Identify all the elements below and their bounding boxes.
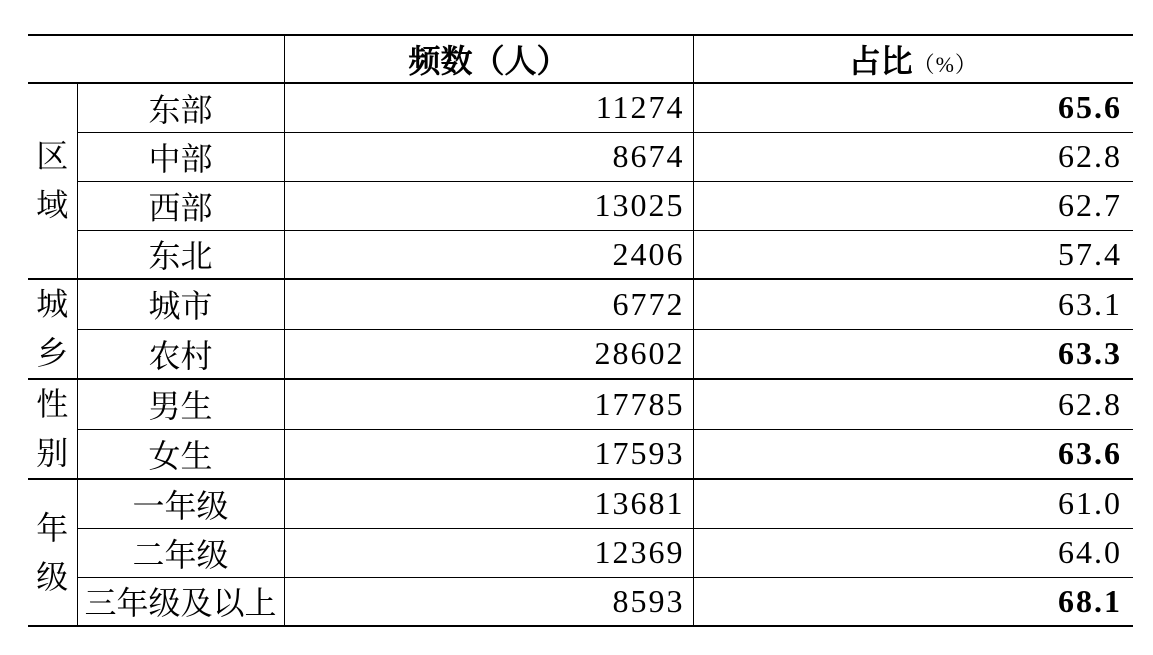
group-label-region xyxy=(28,83,77,279)
freq-cell: 2406 xyxy=(284,230,693,279)
category-cell: 中部 xyxy=(77,132,284,181)
freq-cell: 8674 xyxy=(284,132,693,181)
pct-cell: 61.0 xyxy=(693,479,1133,528)
category-cell: 东部 xyxy=(77,83,284,132)
category-cell: 东北 xyxy=(77,230,284,279)
group-label-gender xyxy=(28,379,77,479)
category-cell: 三年级及以上 xyxy=(77,577,284,626)
table-row xyxy=(28,132,1133,181)
group-char: 域 xyxy=(36,187,69,223)
pct-cell: 57.4 xyxy=(693,230,1133,279)
table-row xyxy=(28,379,1133,429)
category-cell: 男生 xyxy=(77,379,284,429)
freq-cell: 8593 xyxy=(284,577,693,626)
group-char: 城 xyxy=(36,286,69,322)
freq-cell: 17593 xyxy=(284,429,693,479)
table-row xyxy=(28,429,1133,479)
group-label-urban-rural xyxy=(28,279,77,379)
category-cell: 西部 xyxy=(77,181,284,230)
table-row xyxy=(28,279,1133,329)
pct-cell: 63.6 xyxy=(693,429,1133,479)
group-char: 别 xyxy=(36,435,69,471)
freq-cell: 28602 xyxy=(284,329,693,379)
pct-column-header xyxy=(693,35,1133,83)
freq-cell: 13681 xyxy=(284,479,693,528)
category-cell: 农村 xyxy=(77,329,284,379)
freq-cell: 17785 xyxy=(284,379,693,429)
freq-cell: 13025 xyxy=(284,181,693,230)
pct-cell: 65.6 xyxy=(693,83,1133,132)
group-char: 性 xyxy=(36,386,69,422)
pct-cell: 62.8 xyxy=(693,379,1133,429)
table-row xyxy=(28,83,1133,132)
group-label-grade xyxy=(28,479,77,626)
group-char: 区 xyxy=(36,138,69,174)
freq-column-header: 频数（人） xyxy=(284,35,693,83)
table-row xyxy=(28,577,1133,626)
pct-header-label: 占比 xyxy=(848,43,913,79)
freq-cell: 12369 xyxy=(284,528,693,577)
table-header-row xyxy=(28,35,1133,83)
category-cell: 二年级 xyxy=(77,528,284,577)
freq-cell: 6772 xyxy=(284,279,693,329)
category-cell: 城市 xyxy=(77,279,284,329)
group-char: 年 xyxy=(36,509,69,546)
pct-header-unit: （%） xyxy=(912,52,978,77)
group-char: 乡 xyxy=(36,335,69,371)
table-row xyxy=(28,329,1133,379)
pct-cell: 68.1 xyxy=(693,577,1133,626)
pct-cell: 62.8 xyxy=(693,132,1133,181)
pct-cell: 63.1 xyxy=(693,279,1133,329)
table-row xyxy=(28,230,1133,279)
pct-cell: 64.0 xyxy=(693,528,1133,577)
table-row xyxy=(28,528,1133,577)
table-row xyxy=(28,479,1133,528)
group-char: 级 xyxy=(36,558,69,595)
category-cell: 一年级 xyxy=(77,479,284,528)
pct-cell: 63.3 xyxy=(693,329,1133,379)
corner-cell xyxy=(28,35,284,83)
category-cell: 女生 xyxy=(77,429,284,479)
frequency-table xyxy=(28,34,1133,627)
pct-cell: 62.7 xyxy=(693,181,1133,230)
table-row xyxy=(28,181,1133,230)
freq-cell: 11274 xyxy=(284,83,693,132)
